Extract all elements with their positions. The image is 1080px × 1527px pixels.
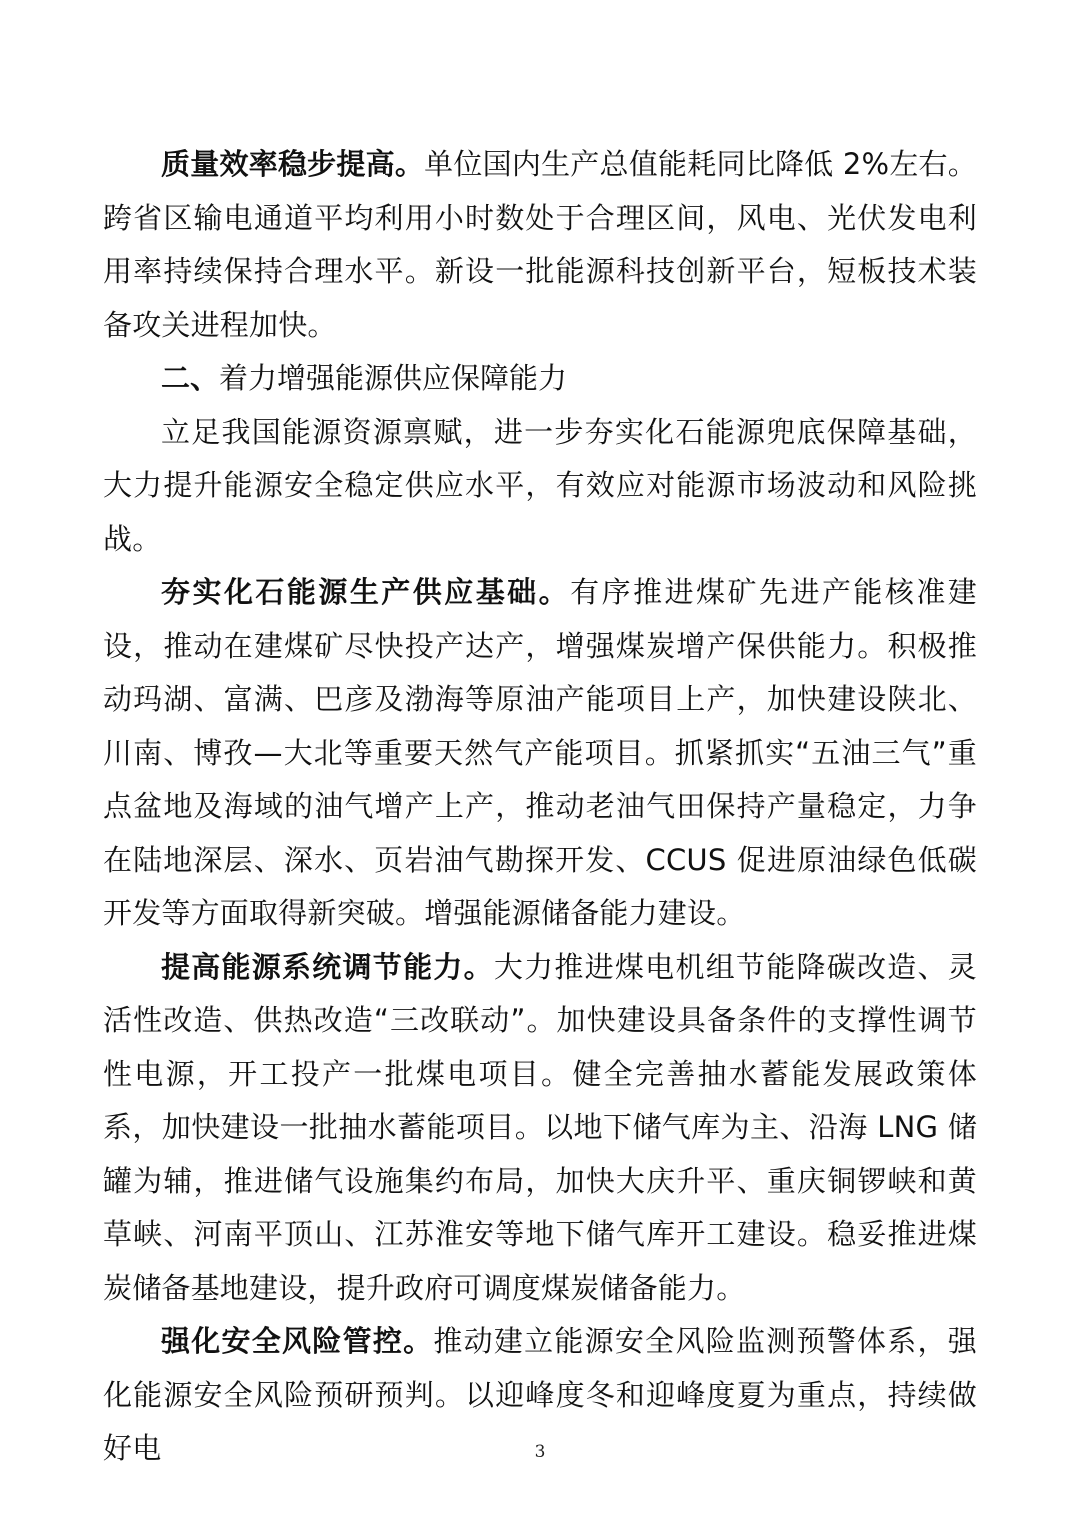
paragraph-text: 有序推进煤矿先进产能核准建设，推动在建煤矿尽快投产达产，增强煤炭增产保供能力。积极推动玛湖、富满、巴彦及渤海等原油产能项目上产，加快建设陕北、川南、博孜—大北等重要天然气产能项目。抓紧抓实“五油三气”重点盆地及海域的油气增产上产，推动老油气田保持产量稳定，力争在陆地深层、深水、页岩油气勘探开发、CCUS 促进原油绿色低碳开发等方面取得新突破。增强能源储备能力建设。 [103, 575, 977, 930]
section-heading-number: 二、 [161, 361, 220, 395]
page-number: 3 [534, 1442, 546, 1462]
paragraph-text: 单位国内生产总值能耗同比降低 2%左右。跨省区输电通道平均利用小时数处于合理区间，风电、光伏发电利用率持续保持合理水平。新设一批能源科技创新平台，短板技术装备攻关进程加快。 [103, 147, 977, 342]
paragraph-fossil-energy [103, 566, 977, 941]
paragraph-text: 立足我国能源资源禀赋，进一步夯实化石能源兜底保障基础，大力提升能源安全稳定供应水平，有效应对能源市场波动和风险挑战。 [103, 414, 977, 556]
paragraph-quality-efficiency [103, 138, 977, 352]
section-heading-text: 着力增强能源供应保障能力 [219, 361, 568, 395]
paragraph-regulation-capacity [103, 941, 977, 1316]
paragraph-text: 推动建立能源安全风险监测预警体系，强化能源安全风险预研预判。以迎峰度冬和迎峰度夏为重点，持续做好电 [103, 1324, 977, 1465]
paragraph-lead: 强化安全风险管控。 [161, 1324, 434, 1358]
paragraph-lead: 夯实化石能源生产供应基础。 [161, 575, 571, 609]
paragraph-intro [103, 406, 977, 567]
paragraph-lead: 提高能源系统调节能力。 [161, 949, 494, 984]
paragraph-text: 大力推进煤电机组节能降碳改造、灵活性改造、供热改造“三改联动”。加快建设具备条件的支撑性调节性电源，开工投产一批煤电项目。健全完善抽水蓄能发展政策体系，加快建设一批抽水蓄能项目。以地下储气库为主、沿海 LNG 储罐为辅，推进储气设施集约布局，加快大庆升平、重庆铜锣峡和黄草峡、河南平顶山、江苏淮安等地下储气库开工建设。稳妥推进煤炭储备基地建设，提升政府可调度煤炭储备能力。 [103, 949, 977, 1305]
paragraph-lead: 质量效率稳步提高。 [161, 147, 425, 181]
section-heading [103, 352, 977, 406]
document-body [103, 138, 977, 1476]
